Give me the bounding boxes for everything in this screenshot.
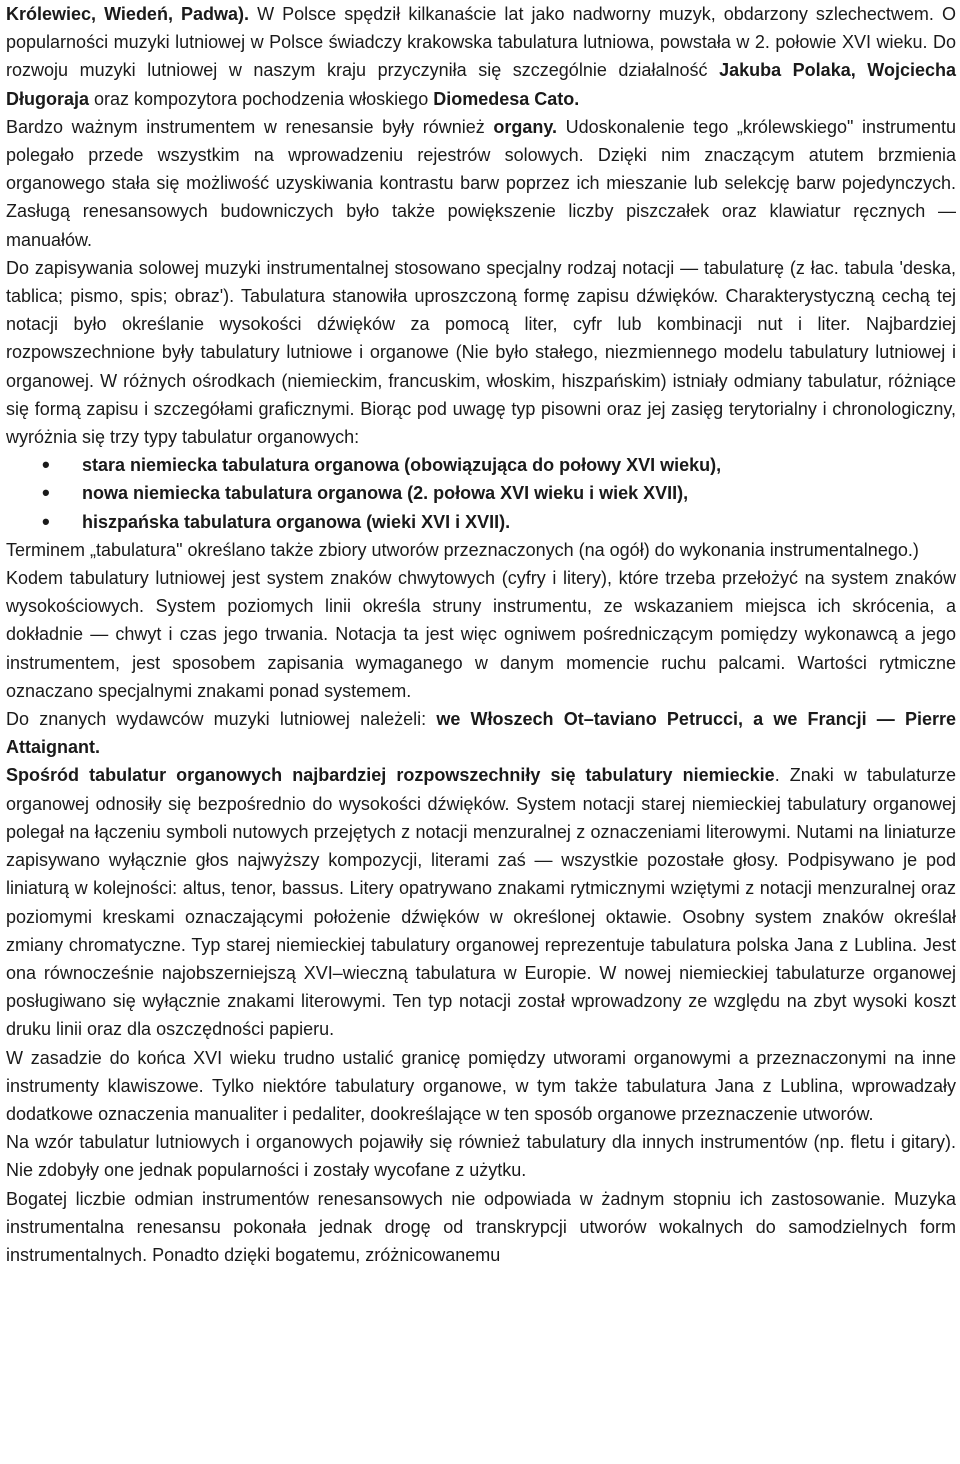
list-item: • stara niemiecka tabulatura organowa (obowiązująca do połowy XVI wieku), [82, 451, 956, 479]
paragraph-organs: Bardzo ważnym instrumentem w renesansie były również organy. Udoskonalenie tego „królewskiego" instrumentu polegało przede wszystkim na wprowadzeniu rejestrów solowych. Dzięki nim znaczącym atutem brzmienia organowego stała się możliwość uzyskiwania kontrastu barw poprzez ich mieszanie lub selekcję barw pojedynczych. Zasługą renesansowych budowniczych było także powiększenie liczby piszczałek oraz klawiatur ręcznych — manuałów. [6, 116, 956, 250]
tablature-types-list [6, 451, 956, 536]
paragraph-tablature: Do zapisywania solowej muzyki instrumentalnej stosowano specjalny rodzaj notacji — tabulaturę (z łac. tabula 'deska, tablica; pismo, spis; obraz'). Tabulatura stanowiła uproszczoną formę zapisu dźwięków. Charakterystyczną cechą tej notacji było określanie wysokości dźwięków za pomocą liter, cyfr lub kombinacji nut i liter. Najbardziej rozpowszechnione były tabulatury lutniowe i organowe (Nie było stałego, niezmiennego modelu tabulatury lutniowej i organowej. W różnych ośrodkach (niemieckim, francuskim, włoskim, hiszpańskim) istniały odmiany tabulatur, różniące się formą zapisu i szczegółami graficznymi. Biorąc pod uwagę typ pisowni oraz jej zasięg terytorialny i chronologiczny, wyróżnia się trzy typy tabulatur organowych: [6, 257, 956, 448]
paragraph-lute-code: Kodem tabulatury lutniowej jest system znaków chwytowych (cyfry i litery), które trzeba przełożyć na system znaków wysokościowych. System poziomych linii określa struny instrumentu, ze wskazaniem miejsca ich skrócenia, a dokładnie — chwyt i czas jego trwania. Notacja ta jest więc ogniwem pośredniczącym pomiędzy wykonawcą a jego instrumentem, jest sposobem zapisania wymaganego w danym momencie ruchu palcami. Wartości rytmiczne oznaczano specjalnymi znakami ponad systemem. [6, 568, 956, 701]
list-item: • nowa niemiecka tabulatura organowa (2. połowa XVI wieku i wiek XVII), [82, 479, 956, 507]
paragraph-publishers: Do znanych wydawców muzyki lutniowej należeli: we Włoszech Ot–taviano Petrucci, a we Francji — Pierre Attaignant. [6, 709, 956, 758]
paragraph-instrumental-music: Bogatej liczbie odmian instrumentów renesansowych nie odpowiada w żadnym stopniu ich zastosowanie. Muzyka instrumentalna renesansu pokonała jednak drogę od transkrypcji utworów wokalnych do samodzielnych form instrumentalnych. Ponadto dzięki bogatemu, zróżnicowanemu [6, 1188, 956, 1265]
paragraph-german-tablatures: Spośród tabulatur organowych najbardziej rozpowszechniły się tabulatury niemieckie. Znaki w tabulaturze organowej odnosiły się bezpośrednio do wysokości dźwięków. System notacji starej niemieckiej tabulatury organowej polegał na łączeniu symboli nutowych przejętych z notacji menzuralnej z oznaczeniami literowymi. Nutami na liniaturze zapisywano wyłącznie głos najwyższy kompozycji, literami zaś — wszystkie pozostałe głosy. Podpisywano je pod liniaturą w kolejności: altus, tenor, bassus. Litery opatrywano znakami rytmicznymi wziętymi z notacji menzuralnej oraz poziomymi kreskami oznaczającymi położenie dźwięków w określonej oktawie. Osobny system znaków określał zmiany chromatyczne. Typ starej niemieckiej tabulatury organowej reprezentuje tabulatura polska Jana z Lublina. Jest ona równocześnie najobszerniejszą XVI–wieczną tabulatura w Europie. W nowej niemieckiej tabulaturze organowej posługiwano się wyłącznie znakami literowymi. Ten typ notacji został wprowadzony ze względu na zbyt wysoki koszt druku linii oraz dla oszczędności papieru. [6, 765, 957, 1040]
list-item: • hiszpańska tabulatura organowa (wieki XVI i XVII). [82, 508, 956, 536]
paragraph-tablature-term: Terminem „tabulatura" określano także zbiory utworów przeznaczonych (na ogół) do wykonania instrumentalnego.) [6, 539, 919, 560]
paragraph-keyboard: W zasadzie do końca XVI wieku trudno ustalić granicę pomiędzy utworami organowymi a przeznaczonymi na inne instrumenty klawiszowe. Tylko niektóre tabulatury organowe, w tym także tabulatura Jana z Lublina, wprowadzały dodatkowe oznaczenia manualiter i pedaliter, dookreślające w ten sposób organowe przeznaczenie utworów. [6, 1047, 956, 1124]
paragraph-other-instruments: Na wzór tabulatur lutniowych i organowych pojawiły się również tabulatury dla innych instrumentów (np. fletu i gitary). Nie zdobyły one jednak popularności i zostały wycofane z użytku. [6, 1132, 956, 1181]
paragraph-lute-poland: Królewiec, Wiedeń, Padwa). W Polsce spędził kilkanaście lat jako nadworny muzyk, obdarzony szlechectwem. O popularności muzyki lutniowej w Polsce świadczy krakowska tabulatura lutniowa, powstała w 2. połowie XVI wieku. Do rozwoju muzyki lutniowej w naszym kraju przyczyniła się szczególnie działalność Jakuba Polaka, Wojciecha Długoraja oraz kompozytora pochodzenia włoskiego Diomedesa Cato. [6, 4, 956, 109]
